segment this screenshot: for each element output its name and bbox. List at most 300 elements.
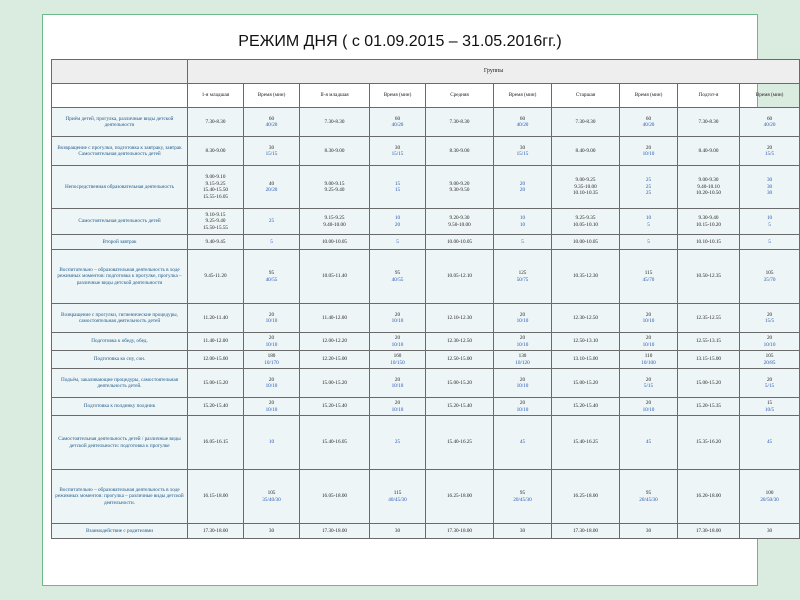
time-cell: 15.35-16.20 (678, 416, 740, 470)
time-cell: 17.30-18.00 (426, 524, 494, 539)
column-header: Подгот-я (678, 84, 740, 108)
duration-total: 20 (645, 144, 652, 151)
duration-split: 15 15 (394, 180, 401, 193)
duration-split: 10/170 (264, 359, 279, 366)
duration-cell (370, 108, 426, 137)
time-cell: 9.30-9.40 10.15-10.20 (678, 209, 740, 235)
duration-split: 45 (766, 439, 773, 446)
duration-split: 35/70 (763, 276, 776, 283)
time-cell: 9.15-9.25 9.40-10.00 (300, 209, 370, 235)
duration-split: 10/10 (265, 318, 278, 324)
duration-cell (620, 235, 678, 250)
duration-cell (370, 333, 426, 351)
duration-cell (620, 166, 678, 209)
duration-split: 10/10 (265, 383, 278, 389)
duration-total: 20 (394, 400, 401, 406)
time-cell: 15.20-15.35 (678, 398, 740, 416)
time-cell: 9.10-9.15 9.25-9.40 15.50-15.55 (188, 209, 244, 235)
duration-cell (620, 351, 678, 369)
duration-total: 20 (766, 144, 773, 151)
duration-cell (244, 250, 300, 304)
duration-split: 10/10 (265, 341, 278, 348)
duration-cell (740, 416, 800, 470)
duration-cell (244, 524, 300, 539)
duration-split: 40/20 (763, 122, 776, 128)
duration-split: 45 (519, 439, 526, 446)
duration-cell (370, 369, 426, 398)
duration-total: 20 (268, 335, 275, 341)
time-cell: 9.20-9.30 9.50-10.00 (426, 209, 494, 235)
duration-cell (370, 235, 426, 250)
time-cell: 9.00-9.20 9.30-9.50 (426, 166, 494, 209)
duration-total: 20 (519, 311, 526, 318)
time-cell: 10.00-10.05 (552, 235, 620, 250)
activity-cell: Самостоятельная деятельность детей (52, 209, 188, 235)
duration-total: 105 (267, 490, 276, 496)
activity-cell: Подготовка к полдннку полдник (52, 398, 188, 416)
time-cell: 15.00-15.20 (300, 369, 370, 398)
duration-total: 60 (394, 115, 401, 122)
duration-split: 45/70 (642, 276, 655, 283)
duration-split: 20 20 (519, 180, 526, 193)
activity-cell: Подъём, закаливающие процедуры, самостоятельная деятельность детей. (52, 369, 188, 398)
activity-cell: Подготовка к обеду, обед. (52, 333, 188, 351)
duration-total: 105 (765, 270, 774, 276)
groups-header: Группы (188, 60, 800, 84)
duration-total: 110 (644, 353, 653, 359)
duration-total: 105 (765, 353, 774, 359)
time-cell: 17.30-18.00 (678, 524, 740, 539)
time-cell: 12.00-15.00 (188, 351, 244, 369)
duration-total: 20 (645, 376, 652, 383)
time-cell: 9.45-11.20 (188, 250, 244, 304)
duration-cell (370, 398, 426, 416)
duration-split: 40/20 (642, 122, 655, 128)
duration-split: 20/85 (763, 359, 776, 366)
duration-split: 40/20 (265, 122, 278, 128)
time-cell: 10.10-10.15 (678, 235, 740, 250)
duration-split: 40/55 (391, 276, 404, 283)
time-cell: 12.00-12.20 (300, 333, 370, 351)
time-cell: 8.40-9.00 (552, 137, 620, 166)
activity-cell: Воспитательно – образовательная деятельность в ходе режимных моментов: прогулка – различные виды детской деятельности. (52, 470, 188, 524)
duration-total: 30 (645, 527, 652, 534)
time-cell: 8.30-9.00 (300, 137, 370, 166)
duration-split: 20/50/30 (760, 496, 779, 503)
table-row (52, 137, 800, 166)
duration-split: 15/15 (265, 151, 278, 157)
duration-cell (494, 524, 552, 539)
duration-cell (370, 416, 426, 470)
duration-cell (494, 108, 552, 137)
duration-total: 20 (766, 311, 773, 318)
duration-cell (740, 137, 800, 166)
duration-cell (620, 369, 678, 398)
duration-cell (370, 470, 426, 524)
duration-split: 15/5 (764, 151, 775, 157)
duration-split: 10/10 (516, 383, 529, 389)
time-cell: 17.30-18.00 (300, 524, 370, 539)
duration-total: 60 (645, 115, 652, 122)
duration-total: 60 (268, 115, 275, 122)
table-row (52, 304, 800, 333)
duration-split: 25 (394, 439, 401, 446)
duration-total: 20 (394, 376, 401, 383)
duration-split: 15/15 (516, 151, 529, 157)
duration-total: 30 (519, 144, 526, 151)
time-cell: 10.35-12.30 (552, 250, 620, 304)
duration-split: 5 (768, 238, 771, 245)
time-cell: 15.20-15.40 (426, 398, 494, 416)
table-row (52, 166, 800, 209)
time-cell: 12.10-12.30 (426, 304, 494, 333)
duration-split: 10/150 (390, 359, 405, 366)
duration-cell (620, 250, 678, 304)
duration-split: 10/10 (763, 341, 776, 348)
duration-total: 95 (645, 490, 652, 496)
duration-total: 20 (519, 400, 526, 406)
duration-cell (620, 304, 678, 333)
duration-split: 10/10 (642, 318, 655, 324)
duration-total: 60 (519, 115, 526, 122)
table-row (52, 108, 800, 137)
duration-total: 20 (394, 335, 401, 341)
duration-total: 160 (393, 353, 402, 359)
time-cell: 12.30-12.50 (426, 333, 494, 351)
duration-cell (494, 137, 552, 166)
duration-split: 5 (521, 238, 524, 245)
time-cell: 9.00-9.30 9.40-10.10 10.20-10.50 (678, 166, 740, 209)
table-row (52, 209, 800, 235)
activity-cell: Возвращение с прогулки, подготовка к завтраку, завтрак Самостоятельная деятельность детей (52, 137, 188, 166)
time-cell: 8.30-9.00 (188, 137, 244, 166)
time-cell: 10.05-11.40 (300, 250, 370, 304)
duration-cell (244, 416, 300, 470)
duration-split: 10/100 (641, 359, 656, 366)
duration-cell (740, 524, 800, 539)
time-cell: 15.20-15.40 (300, 398, 370, 416)
duration-cell (494, 398, 552, 416)
column-header: Старшая (552, 84, 620, 108)
duration-total: 60 (766, 115, 773, 122)
duration-split: 25 (268, 218, 275, 225)
duration-cell (620, 209, 678, 235)
table-row (52, 398, 800, 416)
duration-total: 15 (766, 400, 773, 406)
duration-cell (740, 351, 800, 369)
duration-total: 180 (267, 353, 276, 359)
time-cell: 9.00-9.25 9.35-10.00 10.10-10.35 (552, 166, 620, 209)
duration-cell (620, 333, 678, 351)
column-header: Время (мин) (494, 84, 552, 108)
time-cell: 15.00-15.20 (678, 369, 740, 398)
table-row (52, 351, 800, 369)
duration-cell (494, 470, 552, 524)
schedule-table (51, 59, 800, 539)
table-row (52, 369, 800, 398)
duration-cell (370, 351, 426, 369)
time-cell: 9.00-9.10 9.15-9.25 15.40-15.50 15.55-16.05 (188, 166, 244, 209)
duration-cell (740, 369, 800, 398)
duration-cell (494, 235, 552, 250)
duration-cell (740, 166, 800, 209)
activity-cell: Приём детей, прогулка, различные виды детской деятельности (52, 108, 188, 137)
duration-cell (494, 250, 552, 304)
time-cell: 7.30-8.30 (188, 108, 244, 137)
duration-cell (494, 209, 552, 235)
time-cell: 13.15-15.00 (678, 351, 740, 369)
duration-cell (370, 304, 426, 333)
time-cell: 12.35-12.55 (678, 304, 740, 333)
duration-split: 10/10 (391, 383, 404, 389)
duration-split: 10 5 (645, 215, 652, 228)
corner-cell (52, 60, 188, 84)
duration-cell (244, 333, 300, 351)
time-cell: 10.00-10.05 (300, 235, 370, 250)
duration-cell (244, 209, 300, 235)
page-title: РЕЖИМ ДНЯ ( с 01.09.2015 – 31.05.2016гг.) (238, 33, 562, 50)
time-cell: 9.00-9.15 9.25-9.40 (300, 166, 370, 209)
time-cell: 16.25-18.00 (426, 470, 494, 524)
duration-cell (244, 470, 300, 524)
duration-total: 30 (268, 527, 275, 534)
time-cell: 13.10-15.00 (552, 351, 620, 369)
duration-cell (740, 250, 800, 304)
duration-split: 40/20 (516, 122, 529, 128)
duration-cell (740, 304, 800, 333)
duration-split: 10/10 (391, 318, 404, 324)
duration-cell (740, 235, 800, 250)
duration-cell (244, 351, 300, 369)
duration-split: 40/55 (265, 276, 278, 283)
duration-cell (494, 369, 552, 398)
duration-total: 130 (518, 353, 527, 359)
duration-split: 10 (268, 439, 275, 446)
duration-total: 20 (519, 376, 526, 383)
duration-cell (740, 398, 800, 416)
table-row (52, 416, 800, 470)
time-cell: 12.50-13.10 (552, 333, 620, 351)
table-row (52, 333, 800, 351)
duration-split: 5 (396, 238, 399, 245)
duration-split: 15/5 (764, 318, 775, 324)
duration-cell (740, 108, 800, 137)
duration-split: 30 30 30 (766, 177, 773, 197)
duration-cell (740, 333, 800, 351)
duration-total: 20 (394, 311, 401, 318)
duration-split: 10/10 (642, 341, 655, 348)
time-cell: 15.00-15.20 (552, 369, 620, 398)
time-cell: 15.00-15.20 (426, 369, 494, 398)
duration-cell (620, 108, 678, 137)
duration-total: 20 (645, 311, 652, 318)
table-row (52, 470, 800, 524)
time-cell: 16.15-18.00 (188, 470, 244, 524)
duration-split: 45 (645, 439, 652, 446)
duration-split: 5/15 (643, 383, 654, 389)
time-cell: 17.30-18.00 (188, 524, 244, 539)
duration-split: 40/20 (391, 122, 404, 128)
duration-split: 25 25 25 (645, 177, 652, 197)
activity-cell: Непосредственная образовательная деятельность (52, 166, 188, 209)
duration-split: 50/75 (516, 276, 529, 283)
time-cell: 11.40-12.00 (300, 304, 370, 333)
duration-split: 40/45/30 (388, 496, 407, 503)
duration-total: 20 (645, 400, 652, 406)
time-cell: 12.55-13.15 (678, 333, 740, 351)
duration-split: 10/120 (515, 359, 530, 366)
time-cell: 10.50-12.35 (678, 250, 740, 304)
duration-cell (370, 250, 426, 304)
time-cell: 15.20-15.40 (188, 398, 244, 416)
column-header: 1-я младшая (188, 84, 244, 108)
time-cell: 8.40-9.00 (678, 137, 740, 166)
duration-total: 20 (766, 335, 773, 341)
duration-split: 35/40/30 (262, 496, 281, 503)
time-cell: 15.00-15.20 (188, 369, 244, 398)
time-cell: 10.05-12.10 (426, 250, 494, 304)
duration-cell (244, 166, 300, 209)
duration-split: 15/15 (391, 151, 404, 157)
duration-split: 10/10 (516, 341, 529, 348)
duration-split: 5 (270, 238, 273, 245)
time-cell: 9.40-9.45 (188, 235, 244, 250)
time-cell: 15.40-16.25 (552, 416, 620, 470)
duration-cell (494, 304, 552, 333)
time-cell: 7.30-8.30 (426, 108, 494, 137)
duration-cell (244, 137, 300, 166)
column-header: Время (мин) (620, 84, 678, 108)
duration-cell (370, 524, 426, 539)
duration-cell (620, 398, 678, 416)
duration-total: 100 (765, 490, 774, 496)
corner-cell (52, 84, 188, 108)
duration-cell (620, 416, 678, 470)
column-header: Время (мин) (244, 84, 300, 108)
duration-split: 10/10 (391, 406, 404, 413)
time-cell: 7.30-8.30 (300, 108, 370, 137)
duration-split: 5 (647, 238, 650, 245)
duration-split: 10/10 (642, 151, 655, 157)
duration-cell (244, 304, 300, 333)
duration-total: 95 (268, 270, 275, 276)
time-cell: 11.20-11.40 (188, 304, 244, 333)
duration-split: 10/5 (764, 406, 775, 413)
duration-total: 20 (268, 376, 275, 383)
duration-total: 95 (394, 270, 401, 276)
duration-cell (620, 470, 678, 524)
duration-total: 30 (268, 144, 275, 151)
time-cell: 16.25-18.00 (552, 470, 620, 524)
duration-cell (494, 416, 552, 470)
duration-split: 20/45/30 (639, 496, 658, 503)
duration-total: 20 (268, 311, 275, 318)
time-cell: 15.20-15.40 (552, 398, 620, 416)
table-row (52, 235, 800, 250)
duration-cell (740, 209, 800, 235)
time-cell: 16.05-16.15 (188, 416, 244, 470)
duration-total: 20 (766, 376, 773, 383)
duration-cell (244, 108, 300, 137)
slide (42, 14, 784, 586)
time-cell: 15.40-16.25 (426, 416, 494, 470)
duration-cell (370, 137, 426, 166)
column-header: Средняя (426, 84, 494, 108)
duration-total: 20 (268, 400, 275, 406)
duration-total: 40 (268, 180, 275, 187)
time-cell: 10.00-10.05 (426, 235, 494, 250)
time-cell: 12.30-12.50 (552, 304, 620, 333)
time-cell: 17.30-18.00 (552, 524, 620, 539)
duration-total: 30 (394, 527, 401, 534)
duration-cell (494, 351, 552, 369)
time-cell: 7.30-8.30 (552, 108, 620, 137)
time-cell: 9.25-9.35 10.05-10.10 (552, 209, 620, 235)
duration-split: 10/10 (516, 406, 529, 413)
duration-split: 10/10 (265, 406, 278, 413)
duration-total: 115 (644, 270, 653, 276)
duration-split: 5/15 (764, 383, 775, 389)
duration-cell (620, 137, 678, 166)
duration-total: 125 (518, 270, 527, 276)
duration-cell (740, 470, 800, 524)
time-cell: 7.30-8.30 (678, 108, 740, 137)
time-cell: 11.40-12.00 (188, 333, 244, 351)
schedule-body (52, 108, 800, 539)
duration-split: 10 20 (394, 215, 401, 228)
duration-cell (494, 166, 552, 209)
duration-cell (370, 166, 426, 209)
activity-cell: Самостоятельная деятельность детей / различные виды детской деятельности: подготовка к прогулке (52, 416, 188, 470)
time-cell: 16.05-18.00 (300, 470, 370, 524)
activity-cell: Взаимодействие с родителями (52, 524, 188, 539)
duration-split: 10/10 (516, 318, 529, 324)
activity-cell: Второй завтрак (52, 235, 188, 250)
duration-total: 30 (519, 527, 526, 534)
activity-cell: Возвращение с прогулки, гигиенические процедуры, самостоятельная деятельность детей (52, 304, 188, 333)
duration-split: 10/10 (642, 406, 655, 413)
duration-split: 10 5 (766, 215, 773, 228)
duration-total: 20 (645, 335, 652, 341)
duration-cell (244, 398, 300, 416)
duration-cell (620, 524, 678, 539)
time-cell: 15.40-16.05 (300, 416, 370, 470)
time-cell: 12.20-15.00 (300, 351, 370, 369)
duration-cell (244, 369, 300, 398)
table-row (52, 524, 800, 539)
duration-split: 10 10 (519, 215, 526, 228)
time-cell: 16.20-18.00 (678, 470, 740, 524)
duration-total: 20 (519, 335, 526, 341)
activity-cell: Воспитательно – образовательная деятельность в ходе режимных моментов: подготовка к прогулке, прогулка – различные виды детской деятельности (52, 250, 188, 304)
duration-cell (494, 333, 552, 351)
time-cell: 8.30-9.00 (426, 137, 494, 166)
duration-total: 95 (519, 490, 526, 496)
column-header: Время (мин) (740, 84, 800, 108)
duration-cell (370, 209, 426, 235)
duration-split: 20/20 (265, 187, 278, 193)
activity-cell: Подготовка ко сну, сон. (52, 351, 188, 369)
duration-total: 30 (766, 527, 773, 534)
duration-split: 10/10 (391, 341, 404, 348)
duration-total: 30 (394, 144, 401, 151)
duration-split: 20/45/30 (513, 496, 532, 503)
time-cell: 12.50-15.00 (426, 351, 494, 369)
duration-cell (244, 235, 300, 250)
table-row (52, 250, 800, 304)
duration-total: 115 (393, 490, 402, 496)
column-header: II-я младшая (300, 84, 370, 108)
